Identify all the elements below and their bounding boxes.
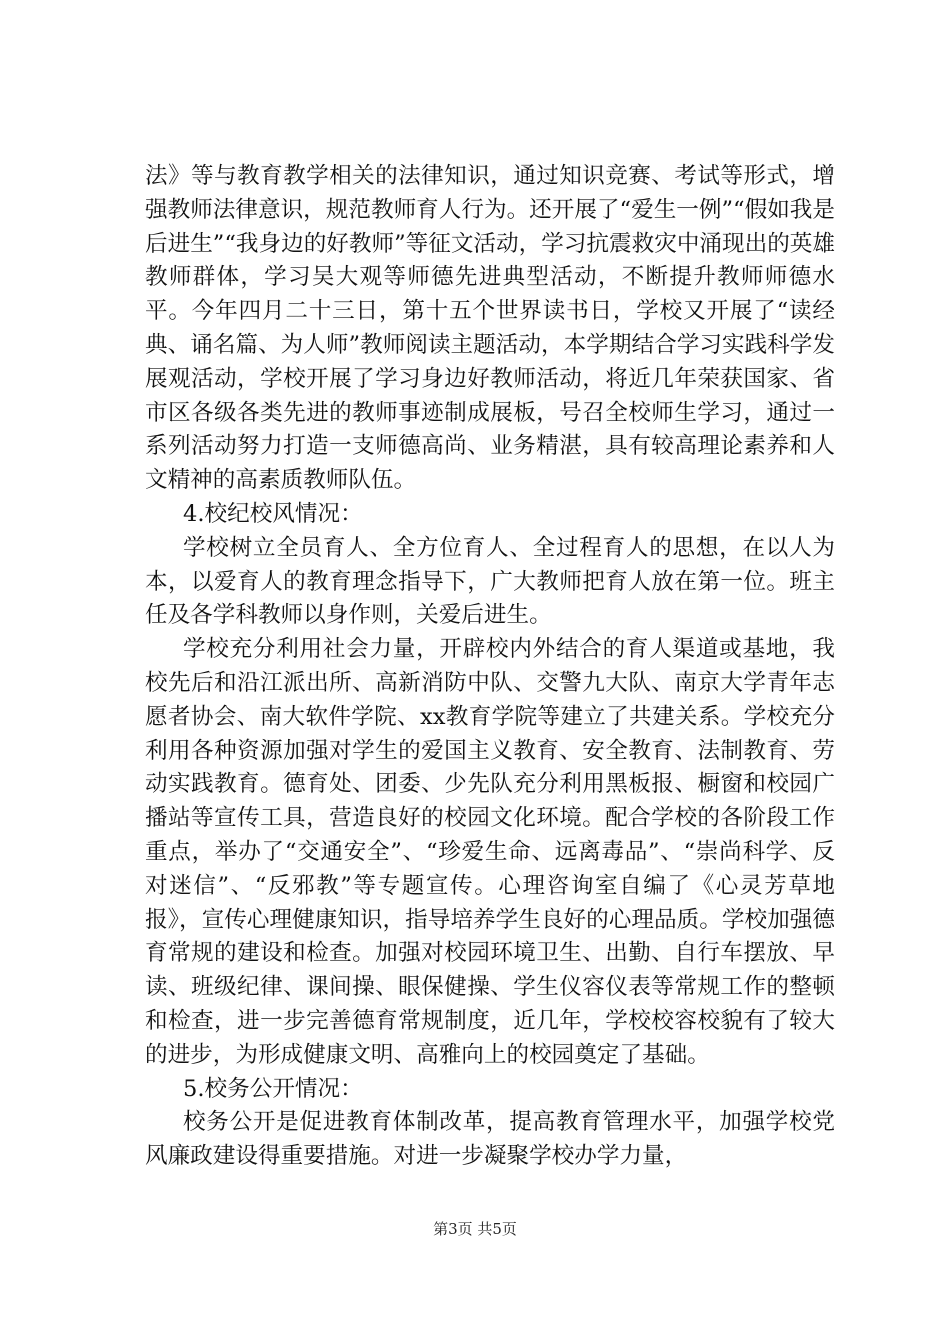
paragraph-discipline-overview: 学校树立全员育人、全方位育人、全过程育人的思想，在以人为本，以爱育人的教育理念指导下，广大教师把育人放在第一位。班主任及各学科教师以身作则，关爱后进生。	[145, 534, 835, 629]
section-heading-school-affairs: 5.校务公开情况：	[183, 1075, 363, 1102]
document-body	[145, 160, 835, 1174]
page-footer: 第3页 共5页	[433, 1220, 517, 1238]
paragraph-school-affairs: 校务公开是促进教育体制改革，提高教育管理水平，加强学校党风廉政建设得重要措施。对进一步凝聚学校办学力量，	[145, 1109, 835, 1170]
paragraph-teacher-ethics-continued: 法》等与教育教学相关的法律知识，通过知识竞赛、考试等形式，增强教师法律意识，规范教师育人行为。还开展了“爱生一例”“假如我是后进生”“我身边的好教师”等征文活动，学习抗震救灾中涌现出的英雄教师群体，学习吴大观等师德先进典型活动，不断提升教师师德水平。今年四月二十三日，第十五个世界读书日，学校又开展了“读经典、诵名篇、为人师”教师阅读主题活动，本学期结合学习实践科学发展观活动，学校开展了学习身边好教师活动，将近几年荣获国家、省市区各级各类先进的教师事迹制成展板，号召全校师生学习，通过一系列活动努力打造一支师德高尚、业务精湛，具有较高理论素养和人文精神的高素质教师队伍。	[145, 163, 835, 494]
section-heading-discipline: 4.校纪校风情况：	[183, 500, 363, 527]
paragraph-social-resources: 学校充分利用社会力量，开辟校内外结合的育人渠道或基地，我校先后和沿江派出所、高新消防中队、交警九大队、南京大学青年志愿者协会、南大软件学院、xx教育学院等建立了共建关系。学校充分利用各种资源加强对学生的爱国主义教育、安全教育、法制教育、劳动实践教育。德育处、团委、少先队充分利用黑板报、橱窗和校园广播站等宣传工具，营造良好的校园文化环境。配合学校的各阶段工作重点，举办了“交通安全”、“珍爱生命、远离毒品”、“崇尚科学、反对迷信”、“反邪教”等专题宣传。心理咨询室自编了《心灵芳草地报》，宣传心理健康知识，指导培养学生良好的心理品质。学校加强德育常规的建设和检查。加强对校园环境卫生、出勤、自行车摆放、早读、班级纪律、课间操、眼保健操、学生仪容仪表等常规工作的整顿和检查，进一步完善德育常规制度，近几年，学校校容校貌有了较大的进步，为形成健康文明、高雅向上的校园奠定了基础。	[145, 636, 835, 1068]
